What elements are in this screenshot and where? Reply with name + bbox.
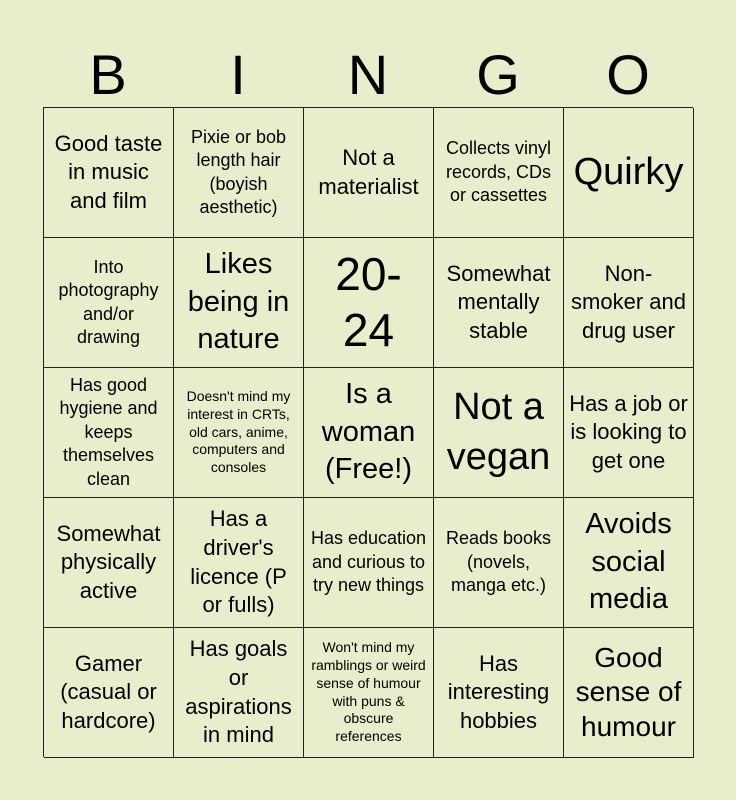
bingo-header bbox=[43, 44, 693, 106]
header-letter-g: G bbox=[476, 43, 520, 106]
bingo-cell-r5-c4[interactable] bbox=[434, 628, 564, 758]
header-letter-b: B bbox=[89, 43, 127, 106]
cell-text: Not a materialist bbox=[318, 144, 419, 199]
cell-text: Won't mind my ramblings or weird sense of humour with puns & obscure references bbox=[311, 638, 426, 745]
bingo-cell-r4-c1[interactable] bbox=[44, 498, 174, 628]
cell-text: Has interesting hobbies bbox=[447, 650, 550, 733]
cell-text: Good sense of humour bbox=[575, 642, 682, 742]
cell-text: Somewhat physically active bbox=[56, 520, 161, 603]
cell-text: 20-24 bbox=[335, 248, 402, 356]
cell-text: Somewhat mentally stable bbox=[446, 260, 551, 343]
cell-text: Likes being in nature bbox=[187, 247, 290, 356]
cell-text: Doesn't mind my interest in CRTs, old cars, anime, computers and consoles bbox=[186, 387, 291, 476]
cell-text: Has good hygiene and keeps themselves clean bbox=[59, 375, 158, 489]
header-letter-o: O bbox=[606, 43, 650, 106]
bingo-cell-r1-c4[interactable] bbox=[434, 108, 564, 238]
cell-text: Avoids social media bbox=[585, 507, 672, 616]
cell-text: Has a job or is looking to get one bbox=[569, 390, 688, 473]
cell-text: Has a driver's licence (P or fulls) bbox=[190, 506, 287, 618]
bingo-cell-r3-c5[interactable] bbox=[564, 368, 694, 498]
header-letter-i: I bbox=[230, 43, 246, 106]
bingo-cell-r5-c3[interactable] bbox=[304, 628, 434, 758]
bingo-cell-r4-c5[interactable] bbox=[564, 498, 694, 628]
bingo-cell-r3-c2[interactable] bbox=[174, 368, 304, 498]
cell-text: Good taste in music and film bbox=[54, 130, 163, 213]
bingo-cell-r1-c1[interactable] bbox=[44, 108, 174, 238]
bingo-board bbox=[43, 107, 693, 757]
bingo-cell-r1-c5[interactable] bbox=[564, 108, 694, 238]
cell-text: Into photography and/or drawing bbox=[58, 256, 159, 347]
cell-text: Not a vegan bbox=[446, 386, 551, 478]
bingo-cell-r2-c5[interactable] bbox=[564, 238, 694, 368]
bingo-cell-r4-c2[interactable] bbox=[174, 498, 304, 628]
cell-text: Reads books (novels, manga etc.) bbox=[445, 528, 552, 596]
bingo-cell-r2-c1[interactable] bbox=[44, 238, 174, 368]
bingo-cell-r1-c3[interactable] bbox=[304, 108, 434, 238]
cell-text: Pixie or bob length hair (boyish aesthetic) bbox=[190, 126, 287, 217]
bingo-cell-r3-c1[interactable] bbox=[44, 368, 174, 498]
bingo-cell-r3-c4[interactable] bbox=[434, 368, 564, 498]
cell-text: Non-smoker and drug user bbox=[571, 260, 686, 343]
cell-text: Is a woman (Free!) bbox=[321, 377, 416, 486]
bingo-cell-r2-c4[interactable] bbox=[434, 238, 564, 368]
cell-text: Has education and curious to try new things bbox=[310, 528, 427, 596]
cell-text: Has goals or aspirations in mind bbox=[185, 636, 292, 748]
bingo-cell-r1-c2[interactable] bbox=[174, 108, 304, 238]
bingo-cell-r2-c2[interactable] bbox=[174, 238, 304, 368]
cell-text: Collects vinyl records, CDs or cassettes bbox=[445, 138, 552, 206]
bingo-cell-r5-c5[interactable] bbox=[564, 628, 694, 758]
bingo-cell-r3-c3[interactable] bbox=[304, 368, 434, 498]
bingo-cell-r5-c1[interactable] bbox=[44, 628, 174, 758]
bingo-cell-r2-c3[interactable] bbox=[304, 238, 434, 368]
bingo-cell-r5-c2[interactable] bbox=[174, 628, 304, 758]
header-letter-n: N bbox=[347, 43, 389, 106]
bingo-cell-r4-c4[interactable] bbox=[434, 498, 564, 628]
cell-text: Gamer (casual or hardcore) bbox=[60, 650, 157, 733]
bingo-cell-r4-c3[interactable] bbox=[304, 498, 434, 628]
cell-text: Quirky bbox=[573, 150, 684, 193]
